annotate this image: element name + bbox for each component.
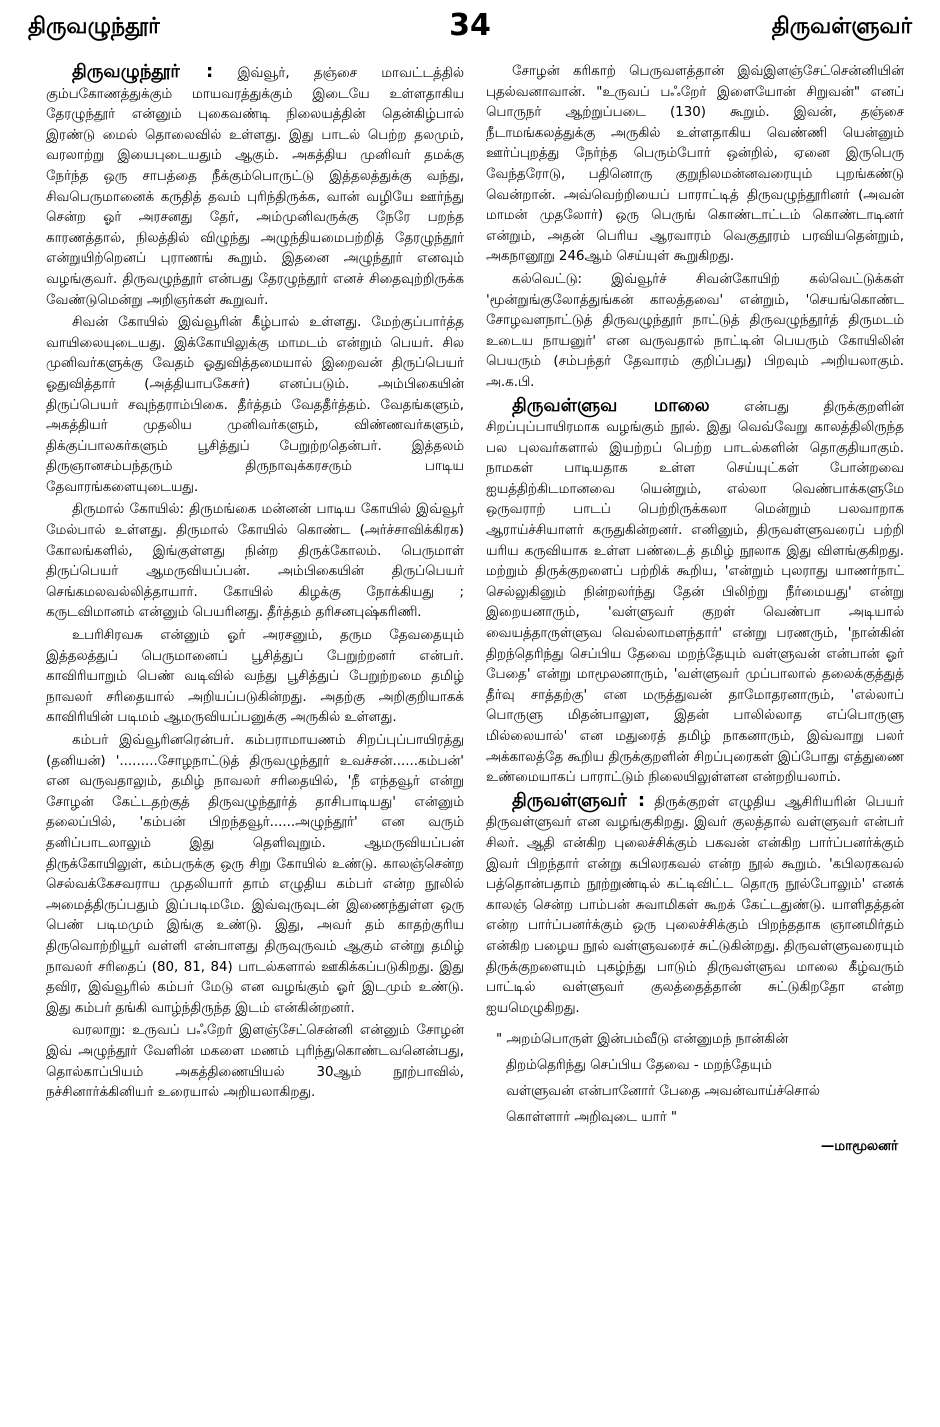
verse-attribution: —மாமூலனர் <box>820 1139 898 1155</box>
entry-heading: திருவள்ளுவ மாலை <box>512 394 710 416</box>
entry-heading: திருவள்ளுவர் : <box>512 789 646 811</box>
running-head-right: திருவள்ளுவர் <box>771 14 912 39</box>
paragraph <box>46 313 464 498</box>
paragraph <box>486 396 904 789</box>
verse-line: " அறம்பொருள் இன்பம்வீடு என்னுமந் நான்கின் <box>496 1032 789 1048</box>
page-header <box>0 0 940 50</box>
paragraph-text: என்பது திருக்குறளின் சிறப்புப்பாயிரமாக வழங்கும் நூல். இது வெவ்வேறு காலத்திலிருந்த பல புலவர்களால் இயற்றப் பெற்ற பாடல்களின் தொகுதியாகும். நாமகள் பாடியதாக உள்ள செய்யுட்கள் போன்றவை ஐயத்திற்கிடமானவை யென்றும், எல்லா வெண்பாக்களுமே ஒருவராற் பாடப் பெற்றிருக்கலா மென்றும் பலவாறாக ஆராய்ச்சியாளர் கருதுகின்றனர். எனினும், திருவள்ளுவரைப் பற்றி யரிய கருவியாக உள்ள பண்டைத் தமிழ் நூலாக இது விளங்குகிறது. மற்றும் திருக்குறளைப் பற்றிக் கூறிய, 'என்றும் புலராது யாணர்நாட் செல்லுகினும் நின்றலர்ந்து தேன் பிலிற்று நீர்மையது' என்று இறையனாரும், 'வள்ளுவர் குறள் வெண்பா அடியால் வையத்தாருள்ளுவ வெல்லாமளந்தார்' என்று பரணரும், 'நான்கின் திறந்தெரிந்து செப்பிய தேவை மறந்தேயும் வள்ளுவன் என்பான் ஓர் பேதை' என்று மாமூலனாரும், 'வள்ளுவர் முப்பாலால் தலைக்குத்துத் தீர்வு சாத்தற்கு' என மருத்துவன் தாமோதரனாரும், 'எல்லாப் பொருளு மிதன்பாலுள, இதன் பாலில்லாத எப்பொருளு மில்லையால்' என மதுரைத் தமிழ் நாகனாரும், இவ்வாறு பலர் அக்காலத்தே கூறிய திருக்குறளின் சிறப்புரைகள் இப்போது எத்துணை உண்மையாகப் பாராட்டும் நிலையிலுள்ளன என்றறியலாம். <box>486 399 905 786</box>
left-column <box>46 62 464 1106</box>
verse-line: வள்ளுவன் என்பானோர் பேதை அவன்வாய்ச்சொல் <box>506 1084 820 1100</box>
paragraph <box>46 626 464 729</box>
paragraph <box>46 731 464 1019</box>
paragraph-text: சோழன் கரிகாற் பெருவளத்தான் இவ்இளஞ்சேட்சென்னியின் புதல்வனாவான். "உருவப் பஃறேர் இளையோன் சிறுவன்" எனப் பொருநர் ஆற்றுப்படை (130) கூறும். இவன், தஞ்சை நீடாமங்கலத்துக்கு அருகில் உள்ளதாகிய வெண்ணி யென்னும் ஊர்ப்புறத்து நேர்ந்த பெரும்போர் ஒன்றில், ஏனை இருபெரு வேந்தரோடு, பதினொரு குறுநிலமன்னவரையும் புறங்கண்டு வென்றான். அவ்வெற்றியைப் பாராட்டித் திருவழுந்தூரினர் (அவன் மாமன் முதலோர்) ஒரு பெருங் கொண்டாட்டம் கொண்டாடினர் என்றும், அதன் பெரிய ஆரவாரம் வெகுதூரம் பரவியதென்றும், அகநானூறு 246ஆம் செய்யுள் கூறுகிறது. <box>486 64 904 265</box>
right-column <box>486 62 904 1158</box>
paragraph <box>46 500 464 624</box>
paragraph-text: திருமால் கோயில்: திருமங்கை மன்னன் பாடிய கோயில் இவ்வூர் மேல்பால் உள்ளது. திருமால் கோயில் கொண்ட (அர்ச்சாவிக்கிரக) கோலங்களில், இங்குள்ளது நின்ற திருக்கோலம். பெருமாள் திருப்பெயர் ஆமருவியப்பன். அம்பிகையின் திருப்பெயர் செங்கமலவல்லித்தாயார். கோயில் கிழக்கு நோக்கியது ; கருடவிமானம் என்னும் பெயரினது. தீர்த்தம் தரிசனபுஷ்கரிணி. <box>46 502 464 621</box>
paragraph <box>46 1021 464 1103</box>
paragraph <box>46 62 464 311</box>
paragraph <box>486 270 904 394</box>
paragraph <box>486 791 904 1020</box>
paragraph <box>486 62 904 268</box>
paragraph-text: வரலாறு: உருவப் பஃறேர் இளஞ்சேட்சென்னி என்னும் சோழன் இவ் அழுந்தூர் வேளின் மகளை மணம் புரிந்துகொண்டவனென்பது, தொல்காப்பியம் அகத்திணையியல் 30ஆம் நூற்பாவில், நச்சினார்க்கினியர் உரையால் அறியலாகிறது. <box>46 1023 464 1101</box>
verse-line: கொள்ளார் அறிவுடை யார் " <box>506 1110 678 1126</box>
page-number: 34 <box>449 8 491 43</box>
paragraph-text: கம்பர் இவ்வூரினரென்பர். கம்பராமாயணம் சிறப்புப்பாயிரத்து (தனியன்) '.........சோழநாட்டுத் திருவழுந்தூர் உவச்சன்......கம்பன்' என வருவதாலும், தமிழ் நாவலர் சரிதையில், 'நீ எந்தவூர் என்று சோழன் கேட்டதற்குத் திருவழுந்தூர்த் தாசிபாடியது' என்னும் தலைப்பில், 'கம்பன் பிறந்தவூர்......அழுந்தூர்' என வரும் தனிப்பாடலாலும் இது தெளிவுறும். ஆமருவியப்பன் திருக்கோயிலுள், கம்பருக்கு ஒரு சிறு கோயில் உண்டு. காலஞ்சென்ற செல்வக்கேசவராய முதலியார் தாம் எழுதிய கம்பர் என்ற நூலில் அமைத்திருப்பதும் இப்படிமமே. இவ்வுருவுடன் இணைந்துள்ள ஒரு பெண் படிமமும் இங்கு உண்டு. இது, அவர் தம் காதற்குரிய திருவொற்றியூர் வள்ளி என்பாளது திருவுருவம் ஆகும் என்று தமிழ் நாவலர் சரிதைப் (80, 81, 84) பாடல்களால் ஊகிக்கப்படுகிறது. இது தவிர, இவ்வூரில் கம்பர் மேடு என வழங்கும் ஓர் இடமும் உண்டு. இது கம்பர் தங்கி வாழ்ந்திருந்த இடம் என்கின்றனர். <box>46 733 464 1016</box>
verse-line: திறம்தெரிந்து செப்பிய தேவை - மறந்தேயும் <box>506 1058 772 1074</box>
paragraph-text: உபரிசிரவசு என்னும் ஓர் அரசனும், தரும தேவதையும் இத்தலத்துப் பெருமானைப் பூசித்துப் பேறுற்றனர் என்பர். காவிரியாறும் பெண் வடிவில் வந்து பூசித்துப் பேறுற்றமை தமிழ் நாவலர் சரிதையால் அறியப்படுகின்றது. அதற்கு அறிகுறியாகக் காவிரியின் படிமம் ஆமருவியப்பனுக்கு அருகில் உள்ளது. <box>46 628 464 726</box>
paragraph-text: சிவன் கோயில் இவ்வூரின் கீழ்பால் உள்ளது. மேற்குப்பார்த்த வாயிலையுடையது. இக்கோயிலுக்கு மாமடம் என்றும் பெயர். சில முனிவர்களுக்கு வேதம் ஓதுவித்தமையால் இறைவன் திருப்பெயர் ஓதுவித்தார் (அத்தியாபகேசர்) எனப்படும். அம்பிகையின் திருப்பெயர் சவுந்தராம்பிகை. தீர்த்தம் வேததீர்த்தம். வேதங்களும், அகத்தியர் முதலிய முனிவர்களும், விண்ணவர்களும், திக்குப்பாலகர்களும் பூசித்துப் பேறுற்றதென்பர். இத்தலம் திருஞானசம்பந்தரும் திருநாவுக்கரசரும் பாடிய தேவாரங்களையுடையது. <box>46 315 464 495</box>
verse-quote <box>486 1027 904 1131</box>
entry-heading: திருவழுந்தூர் : <box>72 61 214 82</box>
paragraph-text: திருக்குறள் எழுதிய ஆசிரியரின் பெயர் திருவள்ளுவர் என வழங்குகிறது. இவர் குலத்தால் வள்ளுவர் என்பர் சிலர். ஆதி என்கிற புலைச்சிக்கும் பகவன் என்கிற பார்ப்பனர்க்கும் இவர் பிறந்தார் என்று கபிலரகவல் என்ற நூல் கூறும். 'கபிலரகவல் பத்தொன்பதாம் நூற்றுண்டில் கட்டிவிட்ட தொரு நூல்போலும்' எனக் காலஞ் சென்ற பாம்பன் சுவாமிகள் கூறக் கேட்டதுண்டு. யாளிதத்தன் என்ற பார்ப்பனர்க்கும் ஒரு புலைச்சிக்கும் பிறந்ததாக ஞானமிர்தம் என்கிற பழைய நூல் வள்ளுவரைச் சுட்டுகின்றது. திருவள்ளுவரையும் திருக்குறளையும் புகழ்ந்து பாடும் திருவள்ளுவ மாலை கீழ்வரும் பாட்டில் வள்ளுவர் குலத்தைத்தான் சுட்டுகிறதோ என்ற ஐயமெழுகிறது. <box>486 794 904 1016</box>
running-head-left: திருவழுந்தூர் <box>28 14 160 39</box>
paragraph-text: கல்வெட்டு: இவ்வூர்ச் சிவன்கோயிற் கல்வெட்டுக்கள் 'மூன்றுங்குலோத்துங்கன் காலத்தவை' என்றும், 'செயங்கொண்ட சோழவளநாட்டுத் திருவழுந்தூர் நாட்டுத் திருவழுந்தூர்த் திருமடம் உடைய நாயனுர்' என வருவதால் நாட்டின் பெயரும் கோயிலின் பெயரும் (சம்பந்தர் தேவாரம் குறிப்பது) பிறவும் அறியலாகும். அ.க.பி. <box>486 271 904 390</box>
paragraph-text: இவ்வூர், தஞ்சை மாவட்டத்தில் கும்பகோணத்துக்கும் மாயவரத்துக்கும் இடையே உள்ளதாகிய தேரழுந்தூர் என்னும் புகைவண்டி நிலையத்தின் தென்கிழ்பால் இரண்டு மைல் தொலைவில் உள்ளது. இது பாடல் பெற்ற தலமும், வரலாற்று இயைபுடையதும் ஆகும். அகத்திய முனிவர் தமக்கு நேர்ந்த ஒரு சாபத்தை நீக்கும்பொருட்டு இத்தலத்துக்கு வந்து, சிவபெருமானைக் கருதித் தவம் புரிந்திருக்க, வான் வழியே ஊர்ந்து சென்ற ஓர் அரசனது தேர், அம்முனிவருக்கு நேரே பறந்த காரணத்தால், நிலத்தில் விழுந்து அழுந்தியமைபற்றித் தேரழுந்தூர் என்றுயிற்றெனப் புராணங் கூறும். இதனை அழுந்தூர் எனவும் வழங்குவர். திருவழுந்தூர் என்பது தேரழுந்தூர் எனச் சிதைவுற்றிருக்க வேண்டுமென்று அறிஞர்கள் கூறுவர். <box>46 66 464 308</box>
